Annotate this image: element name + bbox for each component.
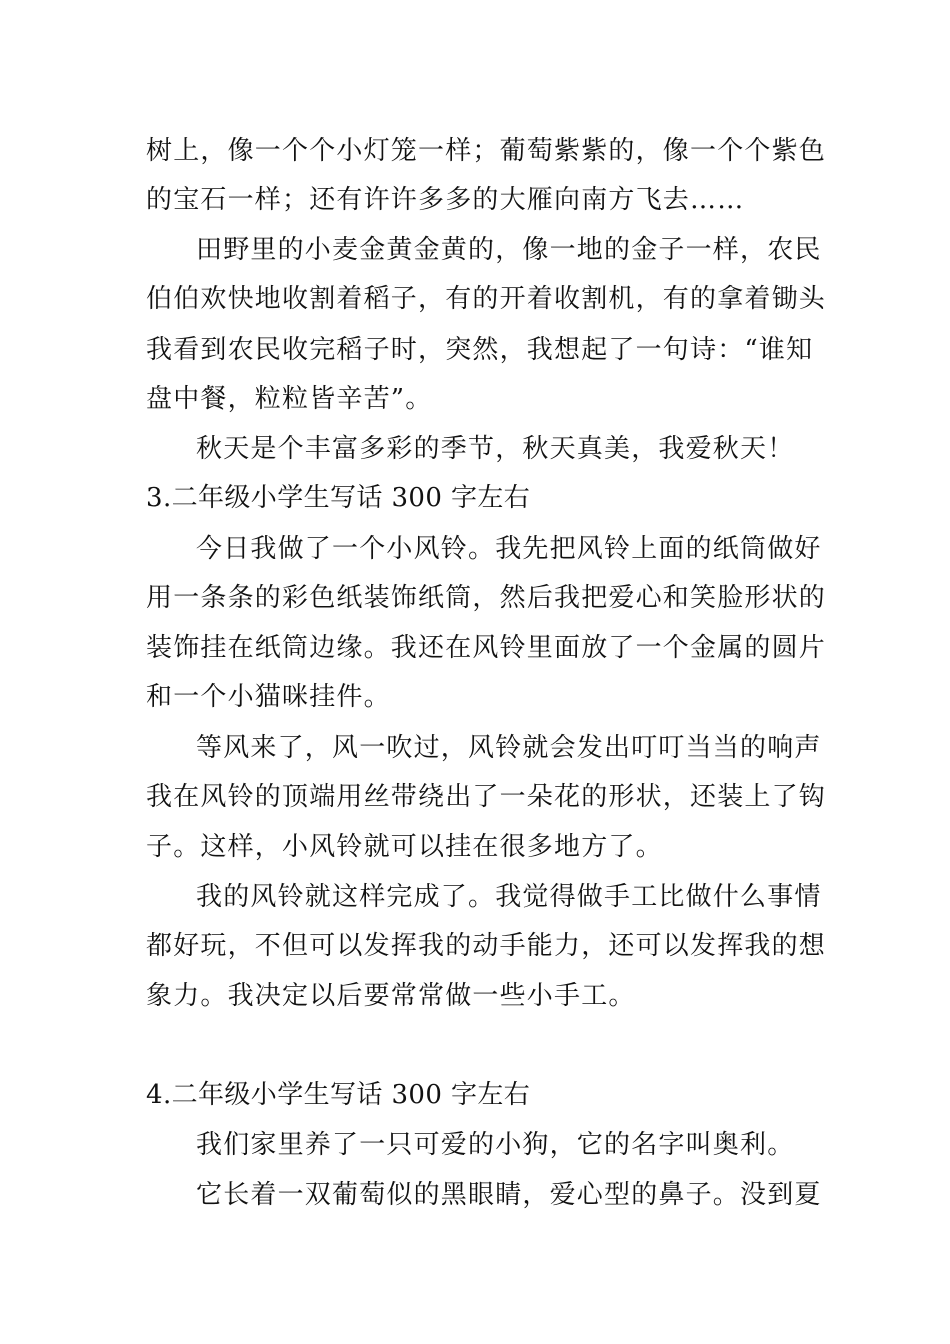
section-heading: 3.二年级小学生写话 300 字左右 xyxy=(146,483,531,513)
paragraph-line: 树上，像一个个小灯笼一样；葡萄紫紫的，像一个个紫色 xyxy=(146,136,827,166)
paragraph-line: 田野里的小麦金黄金黄的，像一地的金子一样，农民 xyxy=(196,235,822,265)
paragraph-line: 我的风铃就这样完成了。我觉得做手工比做什么事情 xyxy=(196,882,822,912)
paragraph-line: 子。这样，小风铃就可以挂在很多地方了。 xyxy=(146,832,663,862)
paragraph-line: 的宝石一样；还有许许多多的大雁向南方飞去…… xyxy=(146,185,745,215)
paragraph-line: 今日我做了一个小风铃。我先把风铃上面的纸筒做好 xyxy=(196,534,822,564)
paragraph-line: 装饰挂在纸筒边缘。我还在风铃里面放了一个金属的圆片 xyxy=(146,633,827,663)
paragraph-line: 等风来了，风一吹过，风铃就会发出叮叮当当的响声 xyxy=(196,733,822,763)
paragraph-line: 它长着一双葡萄似的黑眼睛，爱心型的鼻子。没到夏 xyxy=(196,1180,822,1210)
paragraph-line: 我在风铃的顶端用丝带绕出了一朵花的形状，还装上了钩 xyxy=(146,782,827,812)
paragraph-line: 秋天是个丰富多彩的季节，秋天真美，我爱秋天！ xyxy=(196,434,795,464)
paragraph-line: 都好玩，不但可以发挥我的动手能力，还可以发挥我的想 xyxy=(146,931,827,961)
paragraph-line: 盘中餐，粒粒皆辛苦”。 xyxy=(146,384,433,414)
paragraph-line: 我看到农民收完稻子时，突然，我想起了一句诗：“谁知 xyxy=(146,335,814,365)
paragraph-line: 我们家里养了一只可爱的小狗，它的名字叫奥利。 xyxy=(196,1130,795,1160)
paragraph-line: 和一个小猫咪挂件。 xyxy=(146,682,391,712)
section-heading: 4.二年级小学生写话 300 字左右 xyxy=(146,1080,531,1110)
paragraph-line: 伯伯欢快地收割着稻子，有的开着收割机，有的拿着锄头 xyxy=(146,284,827,314)
paragraph-line: 象力。我决定以后要常常做一些小手工。 xyxy=(146,981,636,1011)
paragraph-line: 用一条条的彩色纸装饰纸筒，然后我把爱心和笑脸形状的 xyxy=(146,583,827,613)
